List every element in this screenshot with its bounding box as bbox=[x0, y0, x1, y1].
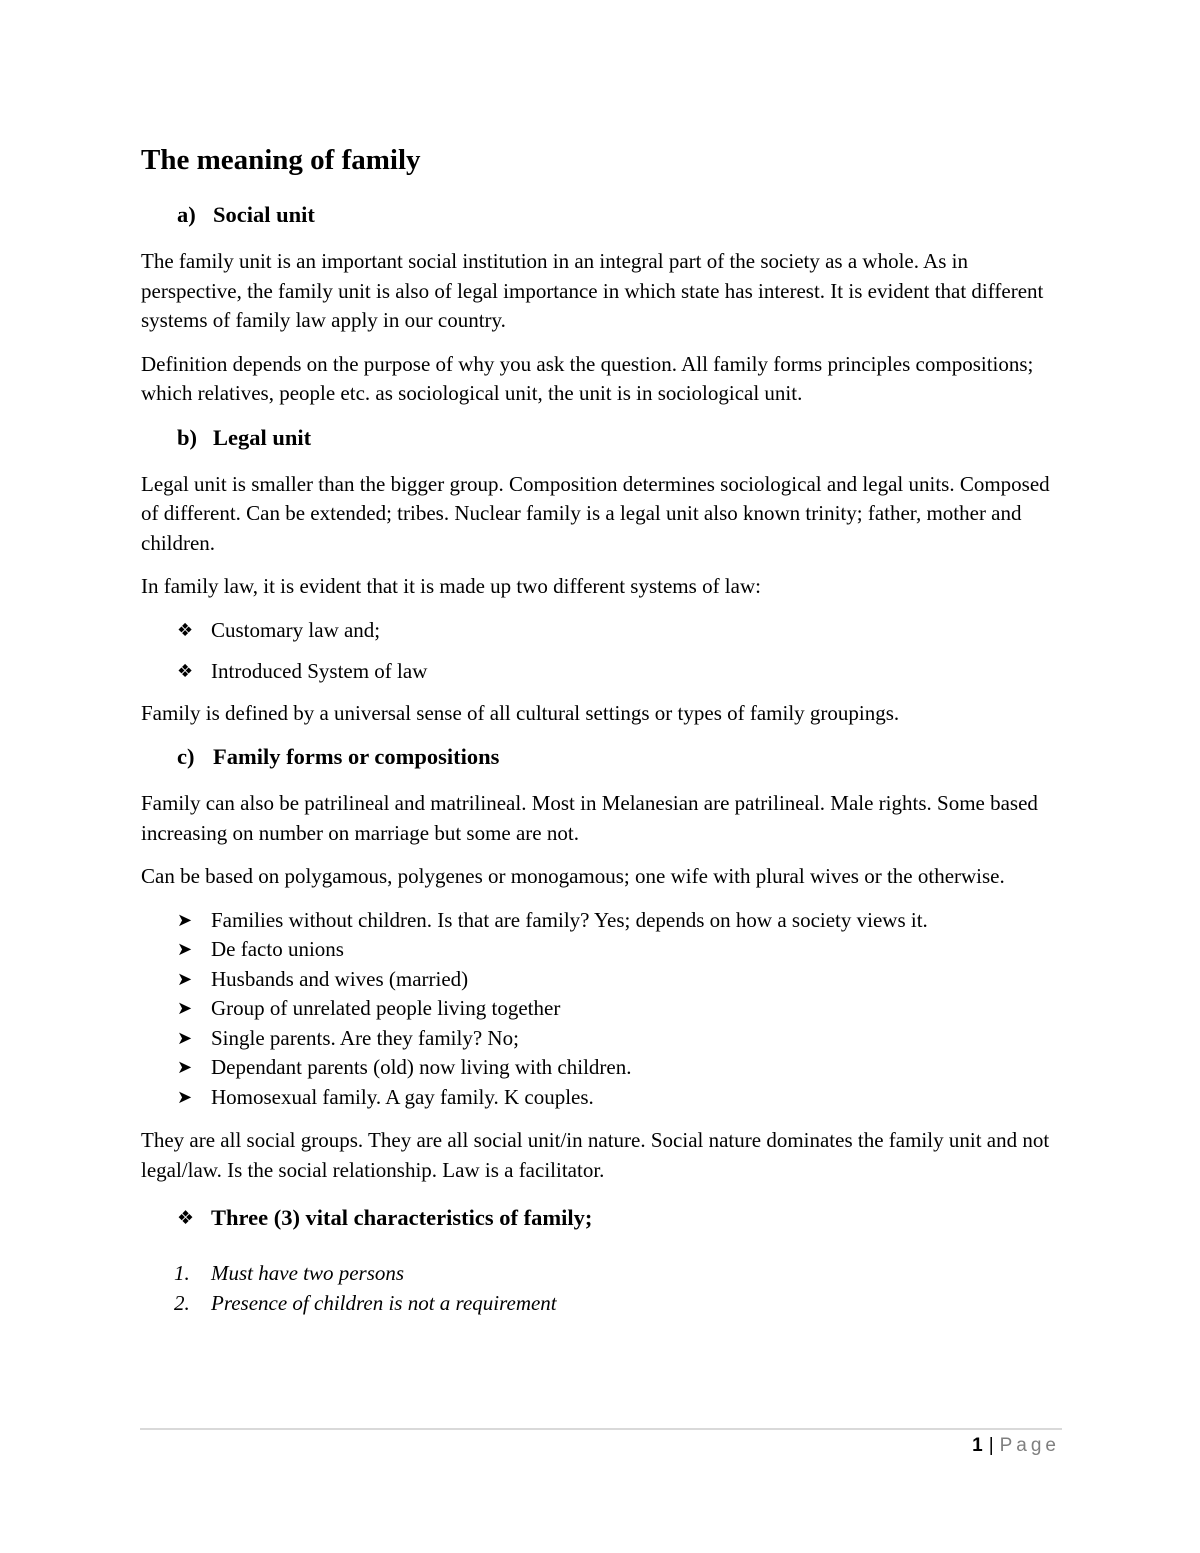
list-item-text: Dependant parents (old) now living with children. bbox=[211, 1055, 632, 1079]
section-letter: a) bbox=[177, 202, 196, 227]
list-item-text: Presence of children is not a requirement bbox=[211, 1290, 557, 1315]
section-heading-family-forms bbox=[141, 742, 1066, 772]
characteristics-heading bbox=[141, 1203, 1066, 1233]
list-item bbox=[141, 906, 1066, 936]
list-item bbox=[141, 1259, 1066, 1289]
list-item-text: De facto unions bbox=[211, 937, 344, 961]
page-number: 1 bbox=[972, 1435, 983, 1456]
characteristics-list bbox=[141, 1259, 1066, 1318]
list-item bbox=[141, 1289, 1066, 1319]
footer-separator: | bbox=[988, 1435, 994, 1456]
page-content bbox=[141, 140, 1066, 1318]
diamond-bullet-icon: ❖ bbox=[177, 619, 194, 641]
paragraph: They are all social groups. They are all social unit/in nature. Social nature dominates the family unit and not legal/law. Is the social relationship. Law is a facilitator. bbox=[141, 1128, 1050, 1182]
page-title: The meaning of family bbox=[141, 144, 421, 176]
list-item-text: Introduced System of law bbox=[211, 659, 428, 683]
paragraph: Legal unit is smaller than the bigger group. Composition determines sociological and legal units. Composed of different. Can be extended; tribes. Nuclear family is a legal unit also known trinity; father, mother and children. bbox=[141, 471, 1050, 555]
page-label: Page bbox=[999, 1435, 1060, 1456]
list-item bbox=[141, 1083, 1066, 1113]
list-number: 2. bbox=[174, 1290, 190, 1315]
section-title: Family forms or compositions bbox=[213, 744, 500, 769]
paragraph: Family is defined by a universal sense of all cultural settings or types of family groupings. bbox=[141, 700, 900, 725]
arrow-bullet-icon: ➤ bbox=[177, 998, 193, 1019]
footer-divider bbox=[140, 1428, 1062, 1430]
list-item-text: Group of unrelated people living together bbox=[211, 996, 561, 1020]
section-heading-legal-unit bbox=[141, 423, 1066, 453]
family-types-list bbox=[141, 906, 1066, 1113]
arrow-bullet-icon: ➤ bbox=[177, 939, 193, 960]
section-letter: b) bbox=[177, 424, 198, 450]
diamond-bullet-icon: ❖ bbox=[177, 661, 194, 682]
list-item-text: Families without children. Is that are family? Yes; depends on how a society views it. bbox=[211, 907, 928, 932]
list-number: 1. bbox=[174, 1261, 190, 1285]
list-item bbox=[141, 965, 1066, 995]
paragraph: Definition depends on the purpose of why you ask the question. All family forms principles compositions; which relatives, people etc. as sociological unit, the unit is in sociological unit. bbox=[141, 351, 1034, 405]
list-item-text: Single parents. Are they family? No; bbox=[211, 1025, 519, 1050]
list-item bbox=[141, 616, 1066, 646]
section-heading-social-unit bbox=[141, 200, 1066, 230]
list-item-text: Homosexual family. A gay family. K couples. bbox=[211, 1084, 594, 1109]
arrow-bullet-icon: ➤ bbox=[177, 909, 193, 931]
section-letter: c) bbox=[177, 744, 195, 769]
list-item bbox=[141, 994, 1066, 1024]
arrow-bullet-icon: ➤ bbox=[177, 1027, 193, 1049]
arrow-bullet-icon: ➤ bbox=[177, 968, 193, 990]
paragraph: In family law, it is evident that it is made up two different systems of law: bbox=[141, 574, 761, 598]
paragraph: The family unit is an important social institution in an integral part of the society as a whole. As in perspective, the family unit is also of legal importance in which state has interest. It is evident that different systems of family law apply in our country. bbox=[141, 249, 1044, 332]
list-item-text: Husbands and wives (married) bbox=[211, 966, 469, 991]
list-item-text: Customary law and; bbox=[211, 617, 381, 642]
paragraph: Can be based on polygamous, polygenes or monogamous; one wife with plural wives or the otherwise. bbox=[141, 864, 1005, 888]
list-item bbox=[141, 1053, 1066, 1083]
diamond-bullet-icon: ❖ bbox=[177, 1207, 195, 1229]
page-footer bbox=[972, 1432, 1060, 1460]
list-item bbox=[141, 657, 1066, 687]
list-item-text: Must have two persons bbox=[211, 1261, 405, 1285]
arrow-bullet-icon: ➤ bbox=[177, 1086, 193, 1108]
list-item bbox=[141, 1024, 1066, 1054]
paragraph: Family can also be patrilineal and matrilineal. Most in Melanesian are patrilineal. Male rights. Some based increasing on number on marriage but some are not. bbox=[141, 791, 1038, 845]
section-title: Social unit bbox=[213, 202, 315, 227]
list-item bbox=[141, 935, 1066, 965]
characteristics-title: Three (3) vital characteristics of family; bbox=[211, 1205, 593, 1230]
arrow-bullet-icon: ➤ bbox=[177, 1057, 193, 1078]
section-title: Legal unit bbox=[213, 424, 312, 450]
law-systems-list bbox=[141, 616, 1066, 687]
